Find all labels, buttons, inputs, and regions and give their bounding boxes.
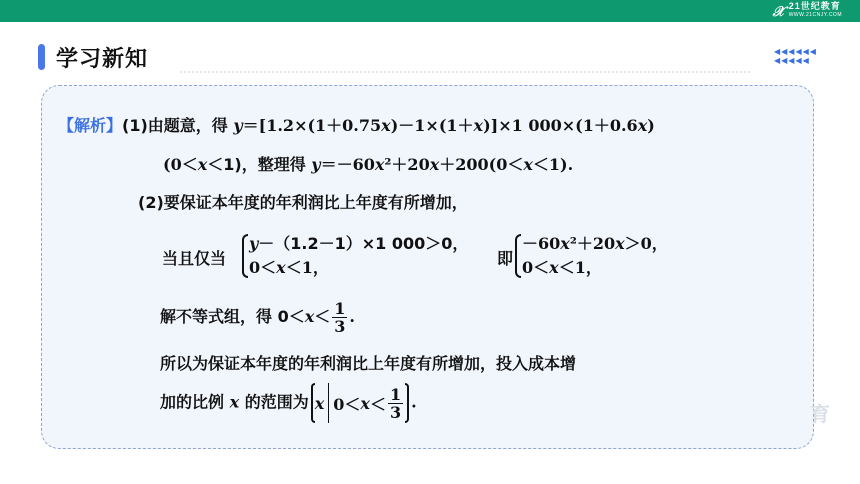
logo-main-text: 21世纪教育 [788,1,841,11]
solution-line-5: 解不等式组，得 0＜x＜ $\frac{1}{3}$ . [160,299,355,336]
solution-line-7: 加的比例 x 的范围为 x 0＜ x ＜ $\frac{1}{3}$ . [160,384,417,422]
section-title: 学习新知 [56,47,149,72]
solution-line-1: 【解析】(1)由题意，得 y＝[1.2×(1＋0.75x)－1×(1＋x)]×1 000×(1＋0.6x) [58,116,655,135]
logo-sub-text: WWW.21CNJY.COM [788,12,842,18]
title-marker [38,44,45,70]
left-brace-icon [515,234,521,278]
system-2-row-2: 0＜x＜1， [522,258,602,277]
header-bar [0,0,860,22]
set-fraction-one-third: $\frac{1}{3}$ [389,384,402,422]
logo [773,1,842,21]
solution-line-2: (0＜x＜1)，整理得 y＝－60x²＋20x＋200(0＜x＜1). [163,155,574,174]
inequality-system-2 [515,232,668,280]
solution-set: x 0＜ x ＜ $\frac{1}{3}$ [311,383,409,423]
system-2-row-1: －60x²＋20x＞0， [522,234,668,253]
set-right-brace-icon [405,383,409,423]
solution-tag: 【解析】 [58,116,123,135]
watermark: 育 [810,402,830,426]
decorative-triangles-icon: ◀◀◀◀◀◀ ◀◀◀◀◀ [774,47,817,65]
condition-prefix: 当且仅当 [162,249,227,268]
system-1-row-1: y－（1.2－1）×1 000＞0， [249,234,469,253]
solution-line-3: (2)要保证本年度的年利润比上年度有所增加， [138,193,468,212]
system-1-row-2: 0＜x＜1， [249,258,329,277]
runner-logo-icon: 𝒳 [772,2,785,19]
solution-line-6: 所以为保证本年度的年利润比上年度有所增加，投入成本增 [160,354,577,373]
left-brace-icon [242,234,248,278]
equivalence-word: 即 [497,249,514,268]
logo-text [789,2,842,20]
inequality-system-1 [242,232,468,280]
set-divider [328,383,329,423]
fraction-one-third: $\frac{1}{3}$ [334,299,346,336]
title-divider [180,71,750,73]
